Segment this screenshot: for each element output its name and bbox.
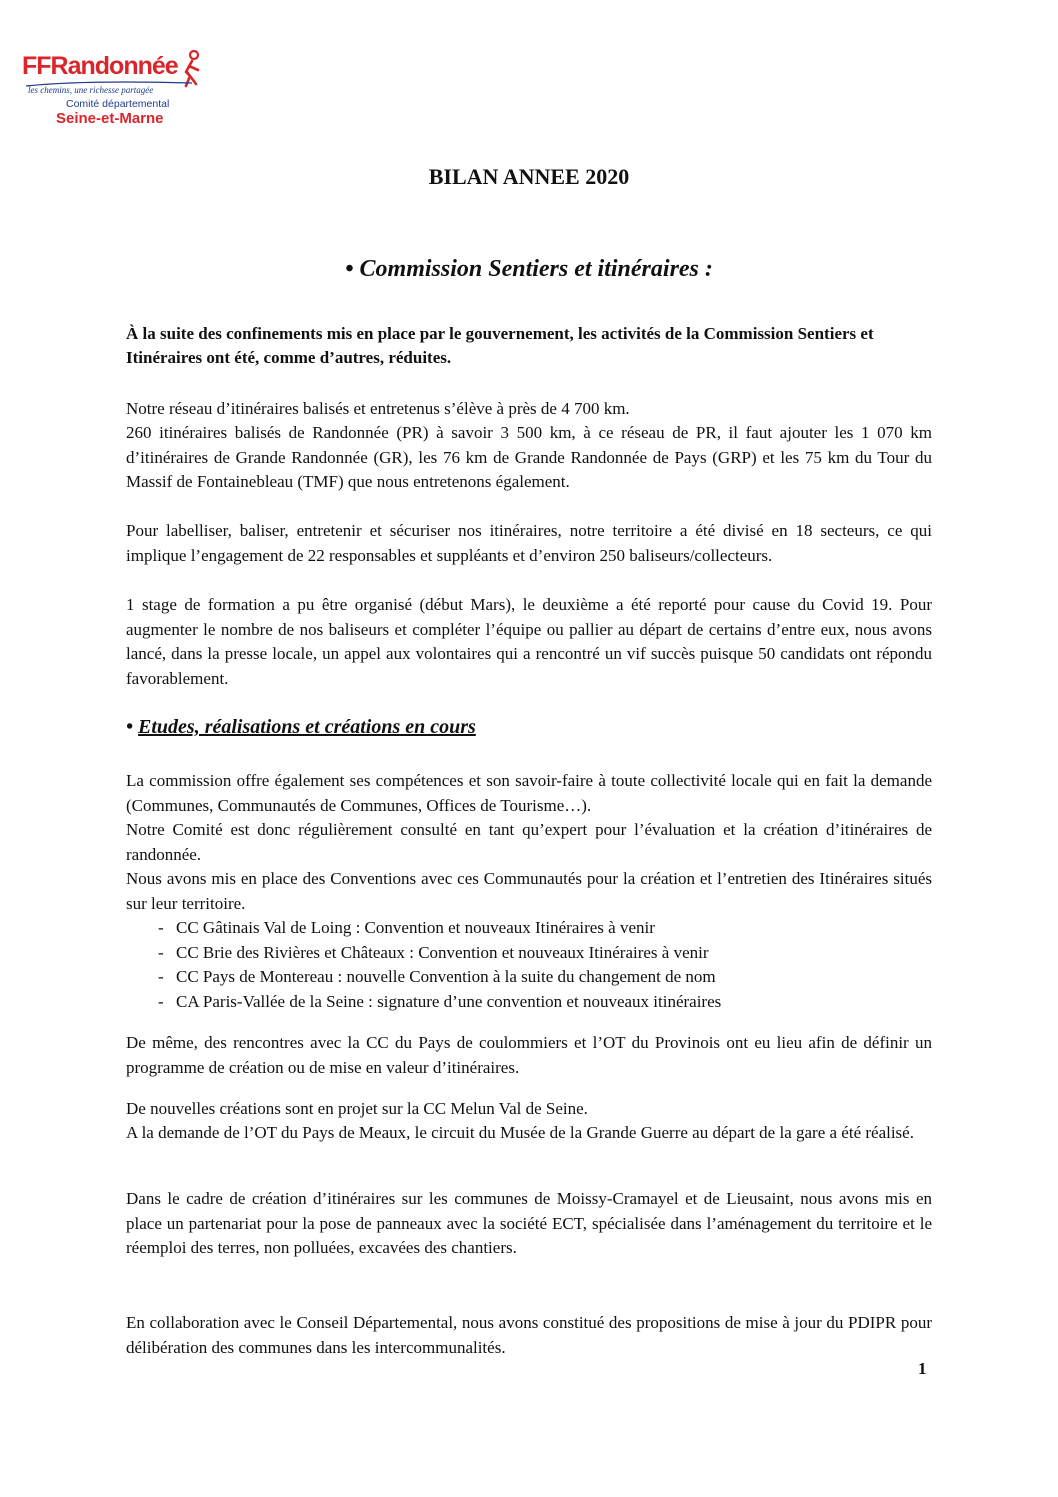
logo-committee: Comité départemental xyxy=(66,98,170,110)
list-item: - CC Brie des Rivières et Châteaux : Convention et nouveaux Itinéraires à venir xyxy=(158,941,721,966)
document-title: BILAN ANNEE 2020 xyxy=(428,164,630,189)
paragraph-itineraries: 260 itinéraires balisés de Randonnée (PR) à savoir 3 500 km, à ce réseau de PR, il faut ajouter les 1 070 km d’itinéraires de Grande Randonnée (GR), les 76 km de Grande Randonnée de Pays (GRP) et les 75 km du Tour du Massif de Fontainebleau (TMF) que nous entretenons également. xyxy=(126,423,932,491)
paragraph-meaux: A la demande de l’OT du Pays de Meaux, le circuit du Musée de la Grande Guerre au départ de la gare a été réalisé. xyxy=(126,1123,914,1142)
ffrandonnee-logo xyxy=(22,52,222,132)
section-bullet: • xyxy=(126,716,139,738)
page-number: 1 xyxy=(918,1359,927,1378)
paragraph-pdipr: En collaboration avec le Conseil Départemental, nous avons constitué des propositions de mise à jour du PDIPR pour délibération des communes dans les intercommunalités. xyxy=(126,1313,932,1357)
section-heading-etudes xyxy=(126,716,476,739)
section-heading-commission: • Commission Sentiers et itinéraires : xyxy=(345,256,713,282)
paragraph-melun: De nouvelles créations sont en projet sur la CC Melun Val de Seine. xyxy=(126,1099,588,1118)
logo-tagline: les chemins, une richesse partagée xyxy=(28,85,154,95)
logo-department: Seine-et-Marne xyxy=(56,110,164,127)
paragraph-training: 1 stage de formation a pu être organisé (début Mars), le deuxième a été reporté pour cause du Covid 19. Pour augmenter le nombre de nos baliseurs et compléter l’équipe ou pallier au départ de certains d’entre eux, nous avons lancé, dans la presse locale, un appel aux volontaires qui a rencontré un vif succès puisque 50 candidats ont répondu favorablement. xyxy=(126,595,932,688)
paragraph-moissy: Dans le cadre de création d’itinéraires sur les communes de Moissy-Cramayel et de Lieusaint, nous avons mis en place un partenariat pour la pose de panneaux avec la société ECT, spécialisée dans l’aménagement du territoire et le réemploi des terres, non polluées, excavées des chantiers. xyxy=(126,1189,932,1257)
paragraph-conventions: Nous avons mis en place des Conventions avec ces Communautés pour la création et l’entretien des Itinéraires situés sur leur territoire. xyxy=(126,869,932,913)
list-item: - CC Pays de Montereau : nouvelle Convention à la suite du changement de nom xyxy=(158,965,721,990)
list-item: - CC Gâtinais Val de Loing : Convention et nouveaux Itinéraires à venir xyxy=(158,916,721,941)
logo-randonnee: Randonnée xyxy=(50,52,178,80)
section-heading-text: Etudes, réalisations et créations en cours xyxy=(138,716,476,738)
paragraph-sectors: Pour labelliser, baliser, entretenir et sécuriser nos itinéraires, notre territoire a été divisé en 18 secteurs, ce qui implique l’engagement de 22 responsables et suppléants et d’environ 250 baliseurs/collecteurs. xyxy=(126,521,932,565)
intro-paragraph: À la suite des confinements mis en place par le gouvernement, les activités de la Commission Sentiers et Itinéraires ont été, comme d’autres, réduites. xyxy=(126,324,874,367)
paragraph-rencontres: De même, des rencontres avec la CC du Pays de coulommiers et l’OT du Provinois ont eu lieu afin de définir un programme de création ou de mise en valeur d’itinéraires. xyxy=(126,1033,932,1077)
list-item: - CA Paris-Vallée de la Seine : signature d’une convention et nouveaux itinéraires xyxy=(158,990,721,1015)
conventions-list xyxy=(158,916,721,1014)
logo-ff: FF xyxy=(22,52,51,80)
paragraph-expert: Notre Comité est donc régulièrement consulté en tant qu’expert pour l’évaluation et la création d’itinéraires de randonnée. xyxy=(126,820,932,864)
paragraph-competences: La commission offre également ses compétences et son savoir-faire à toute collectivité locale qui en fait la demande (Communes, Communautés de Communes, Offices de Tourisme…). xyxy=(126,771,932,815)
paragraph-network: Notre réseau d’itinéraires balisés et entretenus s’élève à près de 4 700 km. xyxy=(126,399,630,418)
logo-wordmark xyxy=(22,52,178,81)
